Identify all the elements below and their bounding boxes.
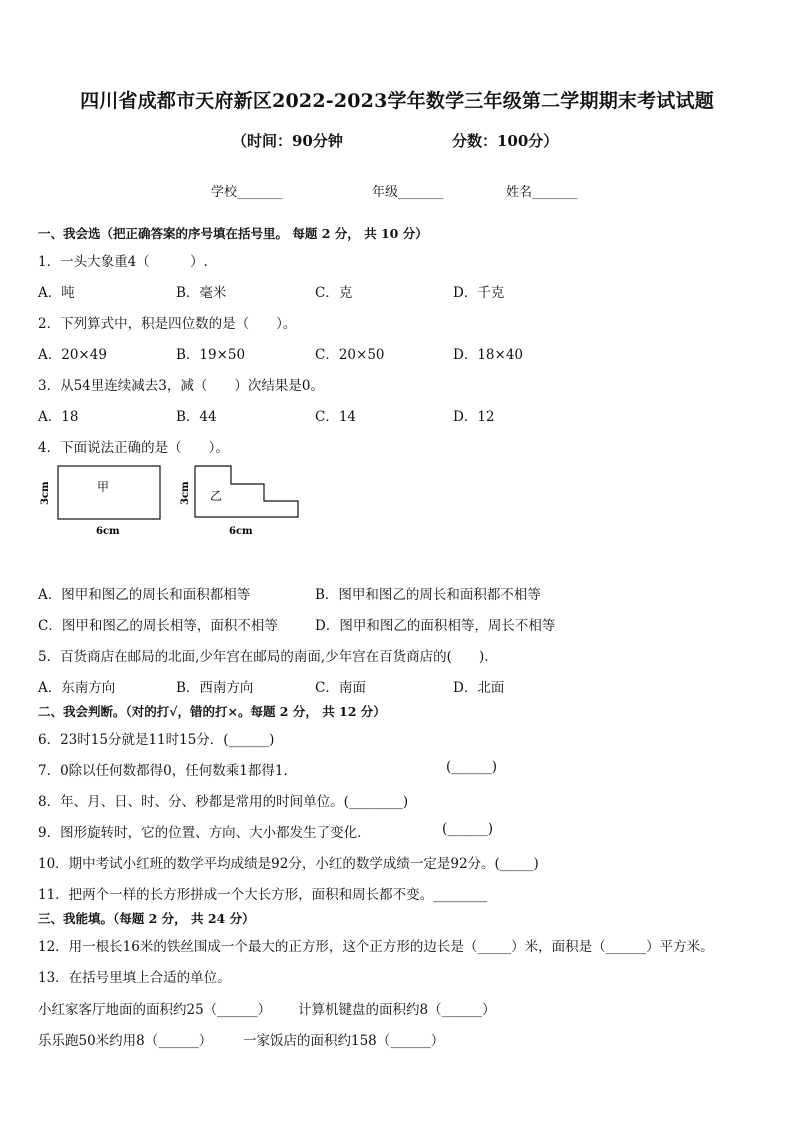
yi-width-label: 6cm (229, 526, 253, 537)
q13-item-c: 乐乐跑50米约用8（______） (38, 1033, 213, 1049)
q2-option-c: C．20×50 (315, 347, 385, 363)
page-title: 四川省成都市天府新区2022-2023学年数学三年级第二学期期末考试试题 (80, 90, 714, 112)
score-label: 分数：100分） (452, 132, 559, 150)
name-field: 姓名_______ (506, 185, 578, 200)
q5-option-a: A．东南方向 (38, 680, 116, 696)
q4-option-c: C．图甲和图乙的周长相等，面积不相等 (38, 618, 278, 634)
yi-height-label: 3cm (180, 481, 191, 505)
question-5: 5．百货商店在邮局的北面,少年宫在邮局的南面,少年宫在百货商店的( ). (38, 649, 489, 665)
question-2: 2．下列算式中，积是四位数的是（ ）。 (38, 316, 297, 332)
q4-option-d: D．图甲和图乙的面积相等，周长不相等 (315, 618, 556, 634)
q2-option-b: B．19×50 (176, 347, 246, 363)
jia-label: 甲 (97, 480, 110, 494)
question-4: 4．下面说法正确的是（ ）。 (38, 440, 229, 456)
section-heading-1: 一、我会选（把正确答案的序号填在括号里。 每题 2 分， 共 10 分） (38, 226, 428, 241)
q2-option-d: D．18×40 (453, 347, 523, 363)
question-11: 11．把两个一样的长方形拼成一个大长方形，面积和周长都不变。________ (38, 887, 488, 903)
question-1: 1．一头大象重4（ ）. (38, 254, 208, 270)
question-12: 12．用一根长16米的铁丝围成一个最大的正方形，这个正方形的边长是（_____）米，面积是（______）平方米。 (38, 939, 714, 955)
section-heading-2: 二、我会判断。（对的打√，错的打×。每题 2 分， 共 12 分） (38, 704, 386, 719)
q2-option-a: A．20×49 (38, 347, 107, 363)
question-13: 13．在括号里填上合适的单位。 (38, 970, 231, 986)
q5-option-b: B．西南方向 (176, 680, 254, 696)
q5-option-d: D．北面 (453, 680, 505, 696)
q3-option-a: A．18 (38, 409, 79, 425)
q4-option-b: B．图甲和图乙的周长和面积都不相等 (315, 587, 541, 603)
q5-option-c: C．南面 (315, 680, 366, 696)
q1-option-b: B．毫米 (176, 285, 227, 301)
q3-option-d: D．12 (453, 409, 495, 425)
q13-item-d: 一家饭店的面积约158（______） (243, 1033, 445, 1049)
jia-width-label: 6cm (96, 526, 120, 537)
section-heading-3: 三、我能填。（每题 2 分， 共 24 分） (38, 911, 255, 926)
question-8: 8．年、月、日、时、分、秒都是常用的时间单位。(________) (38, 794, 409, 810)
question-10: 10．期中考试小红班的数学平均成绩是92分，小红的数学成绩一定是92分。(_____) (38, 856, 539, 872)
time-label: （时间：90分钟 (232, 132, 343, 150)
q7-answer-blank: (______) (446, 759, 498, 775)
question-6: 6．23时15分就是11时15分．(______) (38, 732, 275, 748)
question-3: 3．从54里连续减去3，减（ ）次结果是0。 (38, 378, 324, 394)
question-9: 9．图形旋转时，它的位置、方向、大小都发生了变化． (38, 825, 371, 841)
jia-height-label: 3cm (40, 481, 51, 505)
q1-option-d: D．千克 (453, 285, 505, 301)
yi-label: 乙 (210, 489, 223, 503)
question-7: 7．0除以任何数都得0，任何数乘1都得1． (38, 763, 297, 779)
q13-item-b: 计算机键盘的面积约8（______） (298, 1002, 496, 1018)
q4-option-a: A．图甲和图乙的周长和面积都相等 (38, 587, 251, 603)
q3-option-b: B．44 (176, 409, 217, 425)
q3-option-c: C．14 (315, 409, 357, 425)
school-field: 学校_______ (211, 185, 283, 200)
shapes-figure (30, 460, 320, 540)
q1-option-a: A．吨 (38, 285, 75, 301)
q1-option-c: C．克 (315, 285, 353, 301)
q9-answer-blank: (______) (442, 821, 494, 837)
q13-item-a: 小红家客厅地面的面积约25（______） (38, 1002, 272, 1018)
grade-field: 年级_______ (372, 185, 444, 200)
